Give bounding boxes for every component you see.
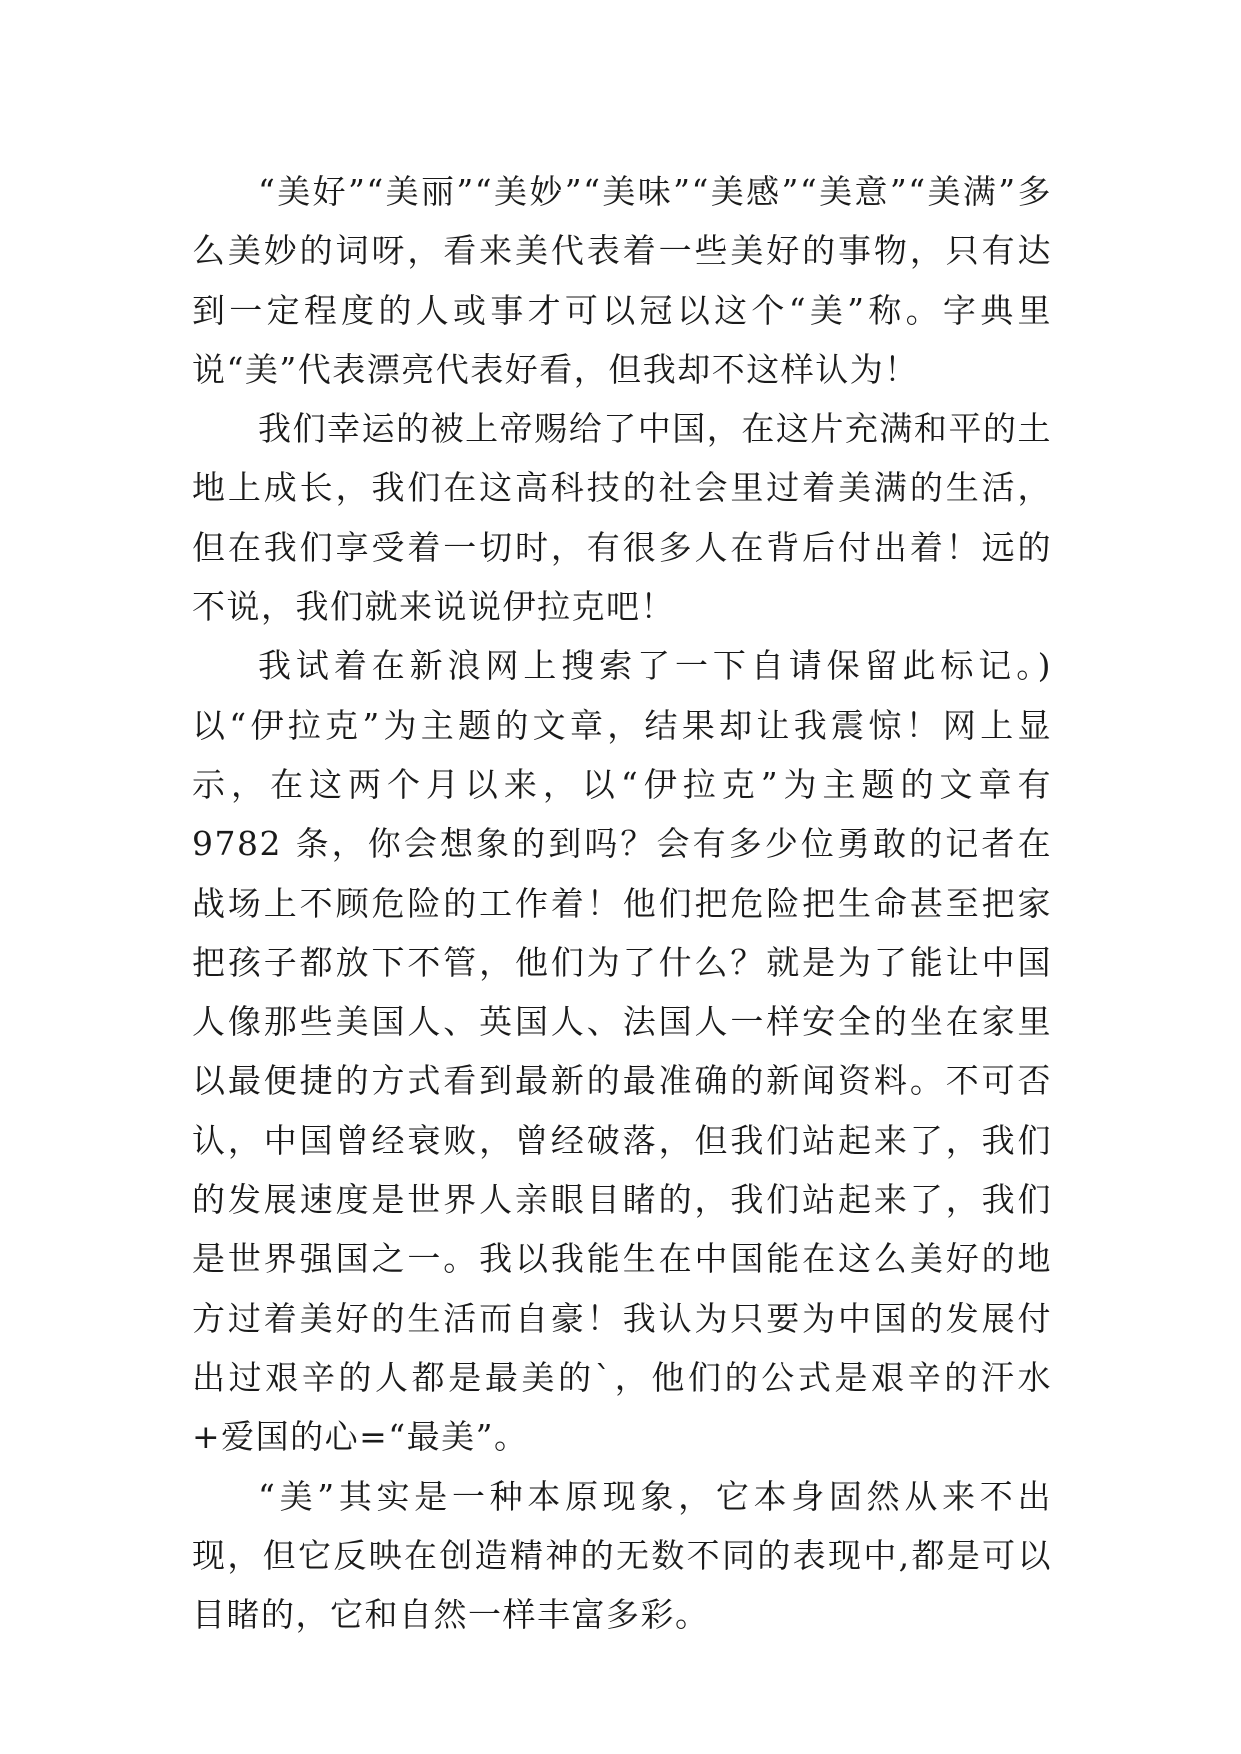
paragraph-4: “美”其实是一种本原现象，它本身固然从来不出现，但它反映在创造精神的无数不同的表现中,都是可以目睹的，它和自然一样丰富多彩。 — [192, 1476, 1052, 1635]
document-body — [192, 162, 1052, 1644]
paragraph-1: “美好”“美丽”“美妙”“美味”“美感”“美意”“美满”多么美妙的词呀，看来美代表着一些美好的事物，只有达到一定程度的人或事才可以冠以这个“美”称。字典里说“美”代表漂亮代表好看，但我却不这样认为！ — [192, 172, 1052, 389]
paragraph-3: 我试着在新浪网上搜索了一下自请保留此标记。)以“伊拉克”为主题的文章，结果却让我震惊！网上显示，在这两个月以来，以“伊拉克”为主题的文章有 9782 条，你会想象的到吗？会有多少位勇敢的记者在战场上不顾危险的工作着！他们把危险把生命甚至把家把孩子都放下不管，他们为了什么？就是为了能让中国人像那些美国人、英国人、法国人一样安全的坐在家里以最便捷的方式看到最新的最准确的新闻资料。不可否认，中国曾经衰败，曾经破落，但我们站起来了，我们的发展速度是世界人亲眼目睹的，我们站起来了，我们是世界强国之一。我以我能生在中国能在这么美好的地方过着美好的生活而自豪！我认为只要为中国的发展付出过艰辛的人都是最美的`，他们的公式是艰辛的汗水+爱国的心=“最美”。 — [192, 646, 1052, 1457]
paragraph-2: 我们幸运的被上帝赐给了中国，在这片充满和平的土地上成长，我们在这高科技的社会里过着美满的生活，但在我们享受着一切时，有很多人在背后付出着！远的不说，我们就来说说伊拉克吧！ — [192, 409, 1052, 627]
